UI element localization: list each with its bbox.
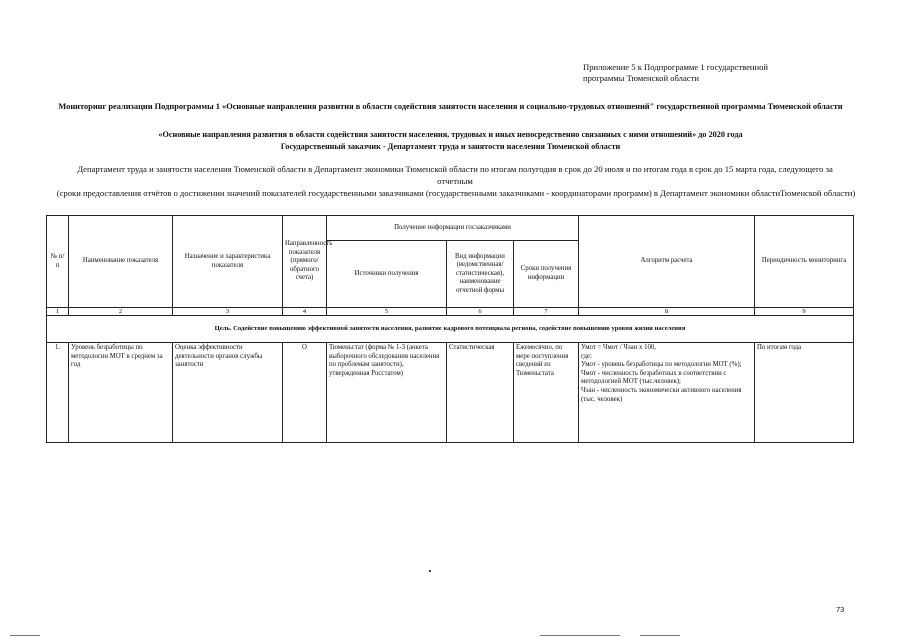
scan-artifact-line [640,635,680,636]
algorithm-line: Чэан - численность экономически активного населения (тыс. человек) [581,386,742,403]
header-name: Наименование показателя [69,216,173,308]
col-number: 8 [579,308,755,316]
row-direction: О [283,343,327,443]
row-info-type: Статистическая [447,343,514,443]
row-sources: Тюменьстат (форма № 1-3 (анкета выборочного обследования населения по проблемам занятости), утвержденная Росстатом) [327,343,447,443]
table-row [47,343,854,443]
scan-speck [429,570,431,572]
row-algorithm [579,343,755,443]
row-purpose: Оценка эффективности деятельности органов службы занятости [173,343,283,443]
scan-artifact-line [10,635,40,636]
header-purpose: Назначение и характеристика показателя [173,216,283,308]
header-sources: Источники получения [327,241,447,308]
program-title: «Основные направления развития в области содействия занятости населения, трудовых и иных непосредственно связанных с ними отношений» до 2020 года [158,130,743,139]
scan-artifact-line [540,635,620,636]
algorithm-line: Чмот - численность безработных в соответствии с методологией МОТ (тыс.человек); [581,369,727,386]
header-algorithm: Алгоритм расчета [579,216,755,308]
header-periodicity: Периодичность мониторинга [755,216,854,308]
col-number: 7 [514,308,579,316]
department-text: Департамент труда и занятости населения Тюменской области в Департамент экономики Тюменской области по итогам полугодия в срок до 20 июля и по итогам года в срок до 15 марта года, следующего за отчетным [77,164,833,186]
header-receiving-group: Получение информации госзаказчиками [327,216,579,241]
monitoring-table [46,215,854,443]
header-terms: Сроки получения информации [514,241,579,308]
col-number: 5 [327,308,447,316]
col-number: 9 [755,308,854,316]
goal-row [47,316,854,343]
algorithm-line: где: [581,352,592,360]
row-terms: Ежемесячно, по мере поступления сведений из Тюменьстата [514,343,579,443]
header-num: № п/п [47,216,69,308]
col-number: 3 [173,308,283,316]
row-periodicity: По итогам года [755,343,854,443]
appendix-line-2: программы Тюменской области [583,73,699,83]
terms-text: (сроки предоставления отчётов о достижении значений показателей государственными заказчиками (государственными заказчиками - координаторами программ) в Департамент экономики областиТюменской области) [56,188,856,198]
algorithm-line: Умот - уровень безработицы по методологии МОТ (%); [581,361,742,369]
goal-text: Цель. Содействие повышению эффективной занятости населения, развитие кадрового потенциала региона, содействие повышению уровня жизни населения [47,316,854,343]
column-number-row [47,308,854,316]
page-number: 73 [836,605,845,614]
document-title: Мониторинг реализации Подпрограммы 1 «Основные направления развития в области содействия занятости населения и социально-трудовых отношений" государственной программы Тюменской области [58,102,843,111]
row-num: 1. [47,343,69,443]
col-number: 2 [69,308,173,316]
algorithm-line: Умот = Чмот / Чэан х 100, [581,344,657,351]
col-number: 4 [283,308,327,316]
col-number: 1 [47,308,69,316]
row-name: Уровень безработицы по методологии МОТ в среднем за год [69,343,173,443]
appendix-line-1: Приложение 5 к Подпрограмме 1 государственной [583,62,769,72]
col-number: 6 [447,308,514,316]
appendix-note [583,62,843,84]
customer-title: Государственный заказчик - Департамент труда и занятости населения Тюменской области [280,142,621,151]
header-info-type: Вид информации (ведомственная/ статистическая), наименование отчетной формы [447,241,514,308]
header-direction: Направленность показателя (прямого/ обратного счета) [283,216,327,308]
